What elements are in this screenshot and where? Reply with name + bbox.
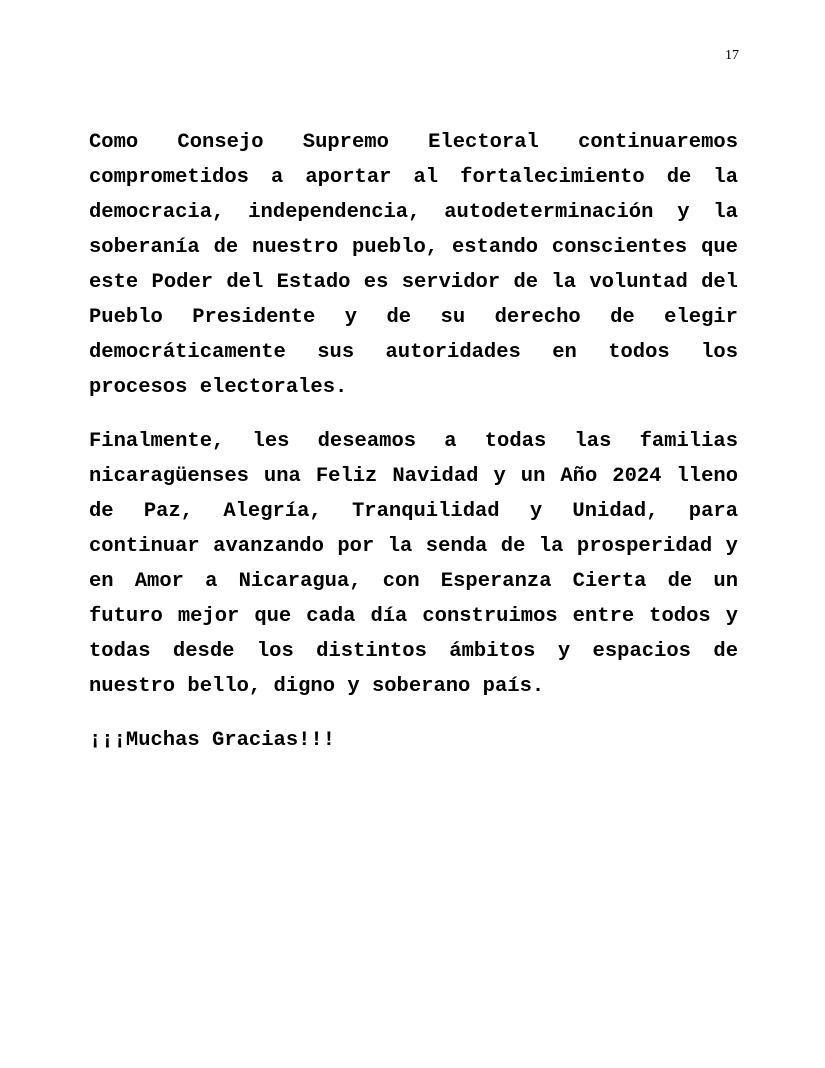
paragraph-holiday-wishes: Finalmente, les deseamos a todas las familias nicaragüenses una Feliz Navidad y un Año 2024 lleno de Paz, Alegría, Tranquilidad y Unidad, para continuar avanzando por la senda de la prosperidad y en Amor a Nicaragua, con Esperanza Cierta de un futuro mejor que cada día construimos entre todos y todas desde los distintos ámbitos y espacios de nuestro bello, digno y soberano país.	[89, 430, 738, 698]
closing-thanks: ¡¡¡Muchas Gracias!!!	[89, 729, 336, 752]
paragraph-commitment: Como Consejo Supremo Electoral continuaremos comprometidos a aportar al fortalecimiento de la democracia, independencia, autodeterminación y la soberanía de nuestro pueblo, estando conscientes que este Poder del Estado es servidor de la voluntad del Pueblo Presidente y de su derecho de elegir democráticamente sus autoridades en todos los procesos electorales.	[89, 131, 738, 399]
document-body	[89, 125, 738, 758]
page-number: 17	[725, 48, 739, 63]
